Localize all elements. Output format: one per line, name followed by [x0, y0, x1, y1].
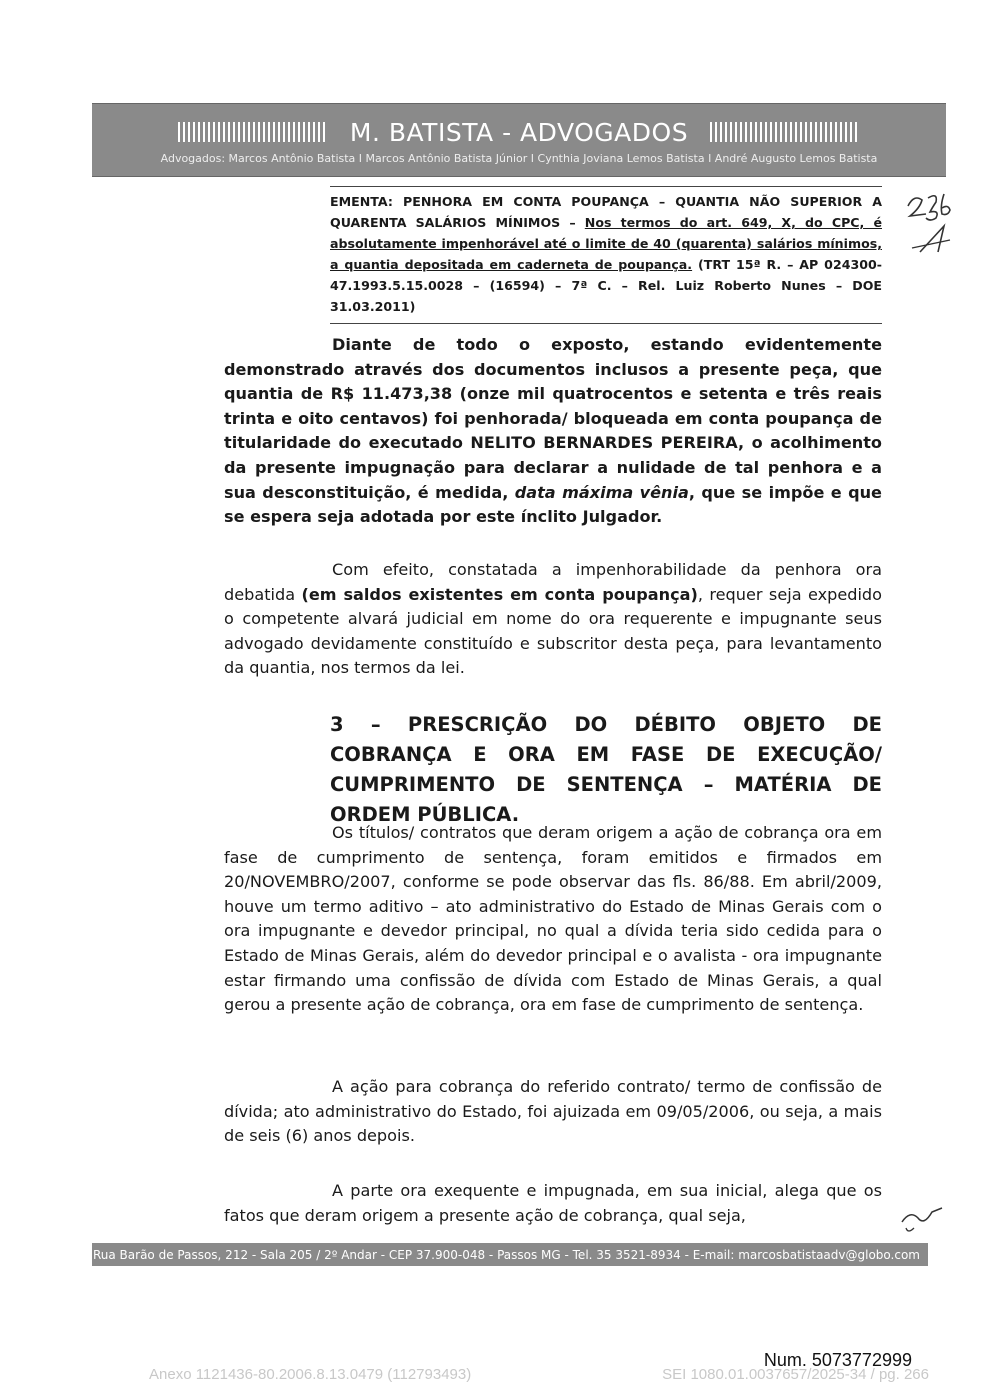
ementa-underlined-text: Nos termos do art. 649, X, do CPC, é absolutamente impenhorável até o limite de 40 (quarenta) salários mínimos, a quantia depositada em caderneta de poupança.: [330, 215, 882, 272]
document-number: Num. 5073772999: [763, 1350, 912, 1370]
sei-reference: SEI 1080.01.0037657/2025-34 / pg. 266: [662, 1366, 929, 1383]
firm-name: M. BATISTA - ADVOGADOS: [349, 117, 689, 147]
lawyers-list: Advogados: Marcos Antônio Batista I Marcos Antônio Batista Júnior I Cynthia Joviana Lemos Batista I André Augusto Lemos Batista: [160, 152, 878, 165]
ementa-block: [330, 186, 882, 324]
latin-expression: data máxima vênia: [514, 482, 689, 502]
footer-address: Rua Barão de Passos, 212 - Sala 205 / 2º Andar - CEP 37.900-048 - Passos MG - Tel. 35 3521-8934 - E-mail: marcosbatistaadv@globo.com: [92, 1243, 928, 1266]
decorative-bars-left: [178, 122, 328, 142]
paragraph-request: Com efeito, constatada a impenhorabilidade da penhora ora debatida (em saldos existentes em conta poupança), requer seja expedido o competente alvará judicial em nome do ora requerente e impugnante seus advogado devidamente constituído e subscritor desta peça, para levantamento da quantia, nos termos da lei.: [224, 560, 882, 678]
paragraph-conclusion: Diante de todo o exposto, estando evidentemente demonstrado através dos documentos inclusos a presente peça, que quantia de R$ 11.473,38 (onze mil quatrocentos e setenta e três reais trinta e oito centavos) foi penhorada/ bloqueada em conta poupança de titularidade do executado NELITO BERNARDES PEREIRA, o acolhimento da presente impugnação para declarar a nulidade de tal penhora e a sua desconstituição, é medida, data máxima vênia, que se impõe e que se espera seja adotada por este ínclito Julgador.: [224, 335, 882, 527]
handwritten-rubric: [898, 1198, 944, 1238]
letterhead-title-row: [92, 114, 946, 150]
handwritten-page-mark: [900, 186, 960, 266]
decorative-bars-right: [710, 122, 860, 142]
annex-reference: Anexo 1121436-80.2006.8.13.0479 (112793493): [149, 1366, 472, 1383]
ementa-heading: EMENTA: PENHORA EM CONTA POUPANÇA – QUANTIA NÃO SUPERIOR A QUARENTA SALÁRIOS MÍNIMOS –: [330, 194, 882, 230]
section-title: 3 – PRESCRIÇÃO DO DÉBITO OBJETO DE COBRANÇA E ORA EM FASE DE EXECUÇÃO/ CUMPRIMENTO DE SENTENÇA – MATÉRIA DE ORDEM PÚBLICA.: [330, 713, 882, 826]
paragraph-titles: Os títulos/ contratos que deram origem a ação de cobrança ora em fase de cumprimento de sentença, foram emitidos e firmados em 20/NOVEMBRO/2007, conforme se pode observar das fls. 86/88. Em abril/2009, houve um termo aditivo – ato administrativo do Estado de Minas Gerais com o ora impugnante e devedor principal, no qual a dívida teria sido cedida para o Estado de Minas Gerais, além do devedor principal e o avalista - ora impugnante estar firmando uma confissão de dívida com Estado de Minas Gerais, a qual gerou a presente ação de cobrança, ora em fase de cumprimento de sentença.: [224, 823, 882, 1015]
paragraph-claim: A parte ora exequente e impugnada, em sua inicial, alega que os fatos que deram origem a presente ação de cobrança, qual seja,: [224, 1181, 882, 1225]
annex-stamp: [149, 1366, 929, 1383]
bold-phrase: (em saldos existentes em conta poupança): [301, 584, 698, 604]
paragraph-action: A ação para cobrança do referido contrato/ termo de confissão de dívida; ato administrativo do Estado, foi ajuizada em 09/05/2006, ou seja, a mais de seis (6) anos depois.: [224, 1077, 882, 1146]
ementa-citation: (TRT 15ª R. – AP 024300-47.1993.5.15.0028 – (16594) – 7ª C. – Rel. Luiz Roberto Nunes – DOE 31.03.2011): [330, 257, 882, 314]
letterhead: [92, 103, 946, 177]
